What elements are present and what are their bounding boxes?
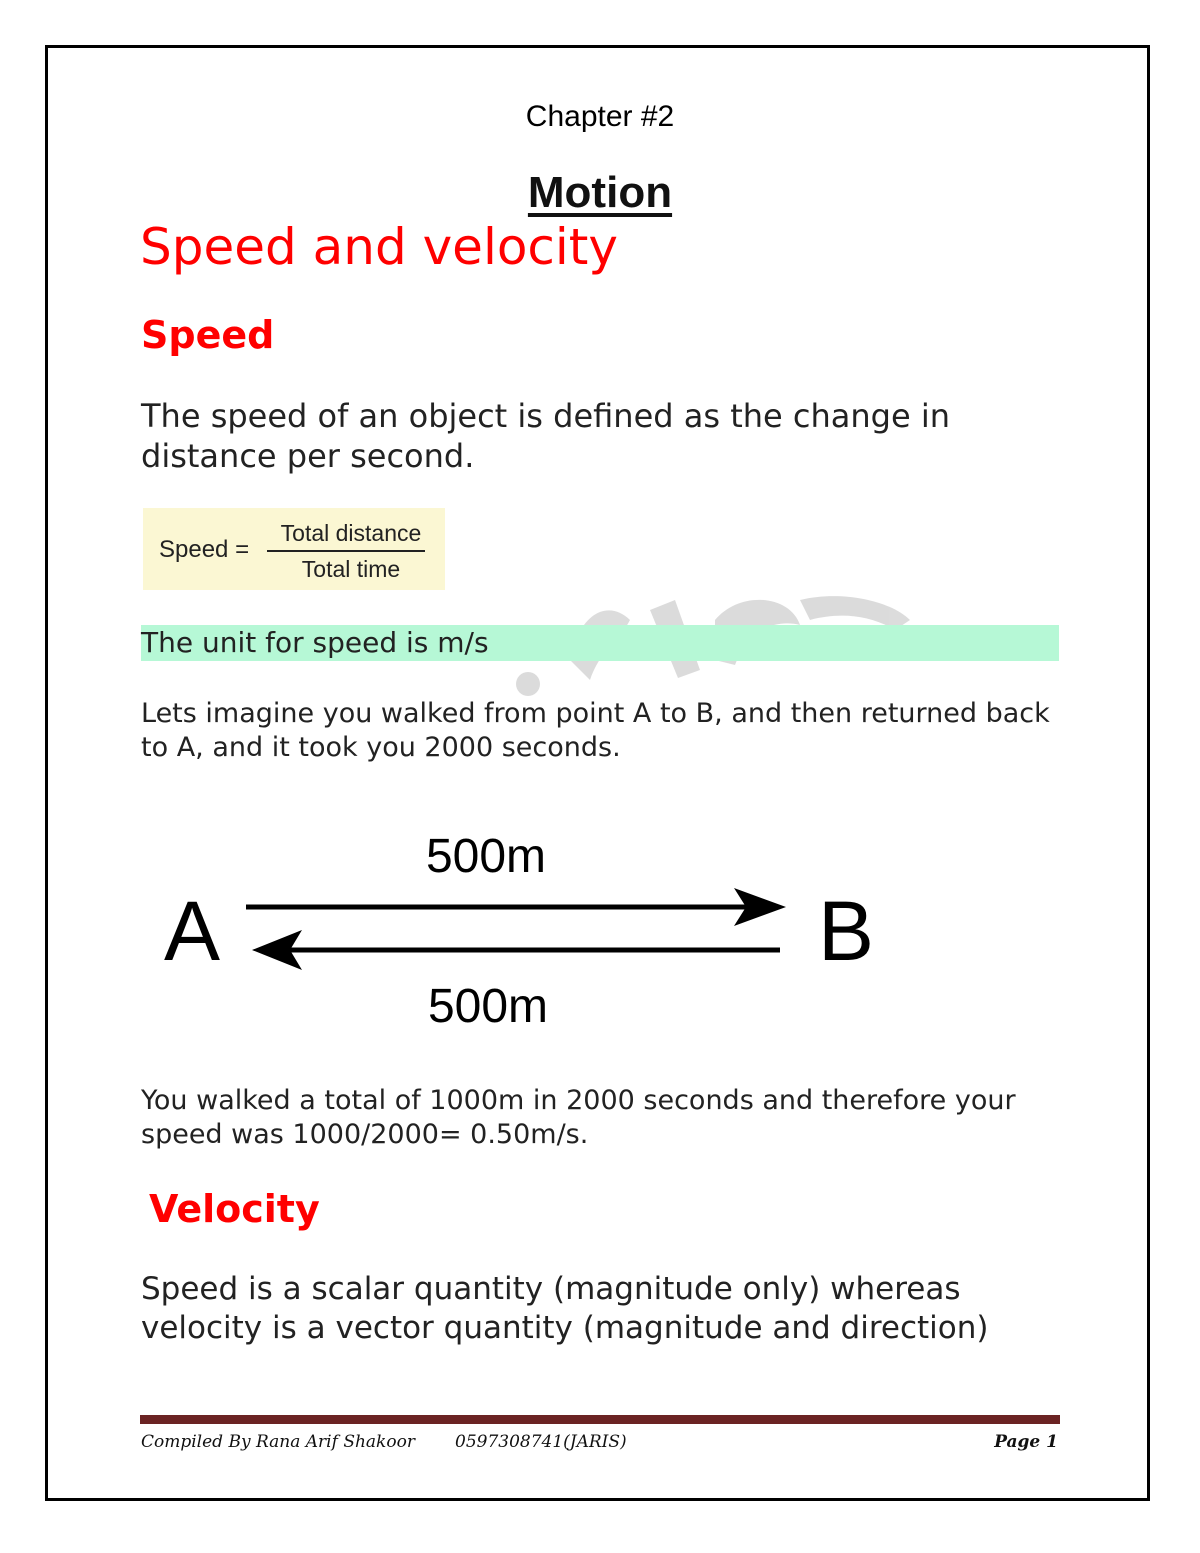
speed-heading: Speed: [141, 313, 275, 357]
page-title: Motion: [527, 168, 673, 217]
fraction-bar: [267, 550, 425, 552]
footer-author: Compiled By Rana Arif Shakoor: [141, 1432, 415, 1452]
chapter-label: Chapter #2: [525, 100, 675, 133]
footer-phone: 0597308741(JARIS): [455, 1432, 627, 1452]
speed-definition: The speed of an object is defined as the change in distance per second.: [141, 397, 950, 475]
formula-numerator: Total distance: [280, 520, 422, 546]
point-b-label: B: [817, 884, 875, 978]
example-intro: Lets imagine you walked from point A to B, and then returned back to A, and it took you 2000 seconds.: [141, 698, 1050, 763]
speed-formula: [143, 508, 445, 590]
unit-note: The unit for speed is m/s: [141, 625, 1059, 661]
example-result: You walked a total of 1000m in 2000 seconds and therefore your speed was 1000/2000= 0.50m/s.: [141, 1085, 1016, 1150]
bottom-distance-label: 500m: [427, 980, 549, 1033]
velocity-text: Speed is a scalar quantity (magnitude only) whereas velocity is a vector quantity (magnitude and direction): [141, 1271, 989, 1346]
velocity-heading: Velocity: [149, 1187, 320, 1231]
top-distance-label: 500m: [425, 830, 547, 883]
formula-denominator: Total time: [301, 556, 401, 582]
main-heading: Speed and velocity: [140, 218, 619, 276]
point-a-label: A: [163, 884, 221, 978]
footer-rule: [140, 1415, 1060, 1424]
footer-page-number: Page 1: [994, 1432, 1058, 1452]
distance-diagram: [150, 820, 910, 1040]
formula-lhs: Speed =: [159, 536, 250, 563]
